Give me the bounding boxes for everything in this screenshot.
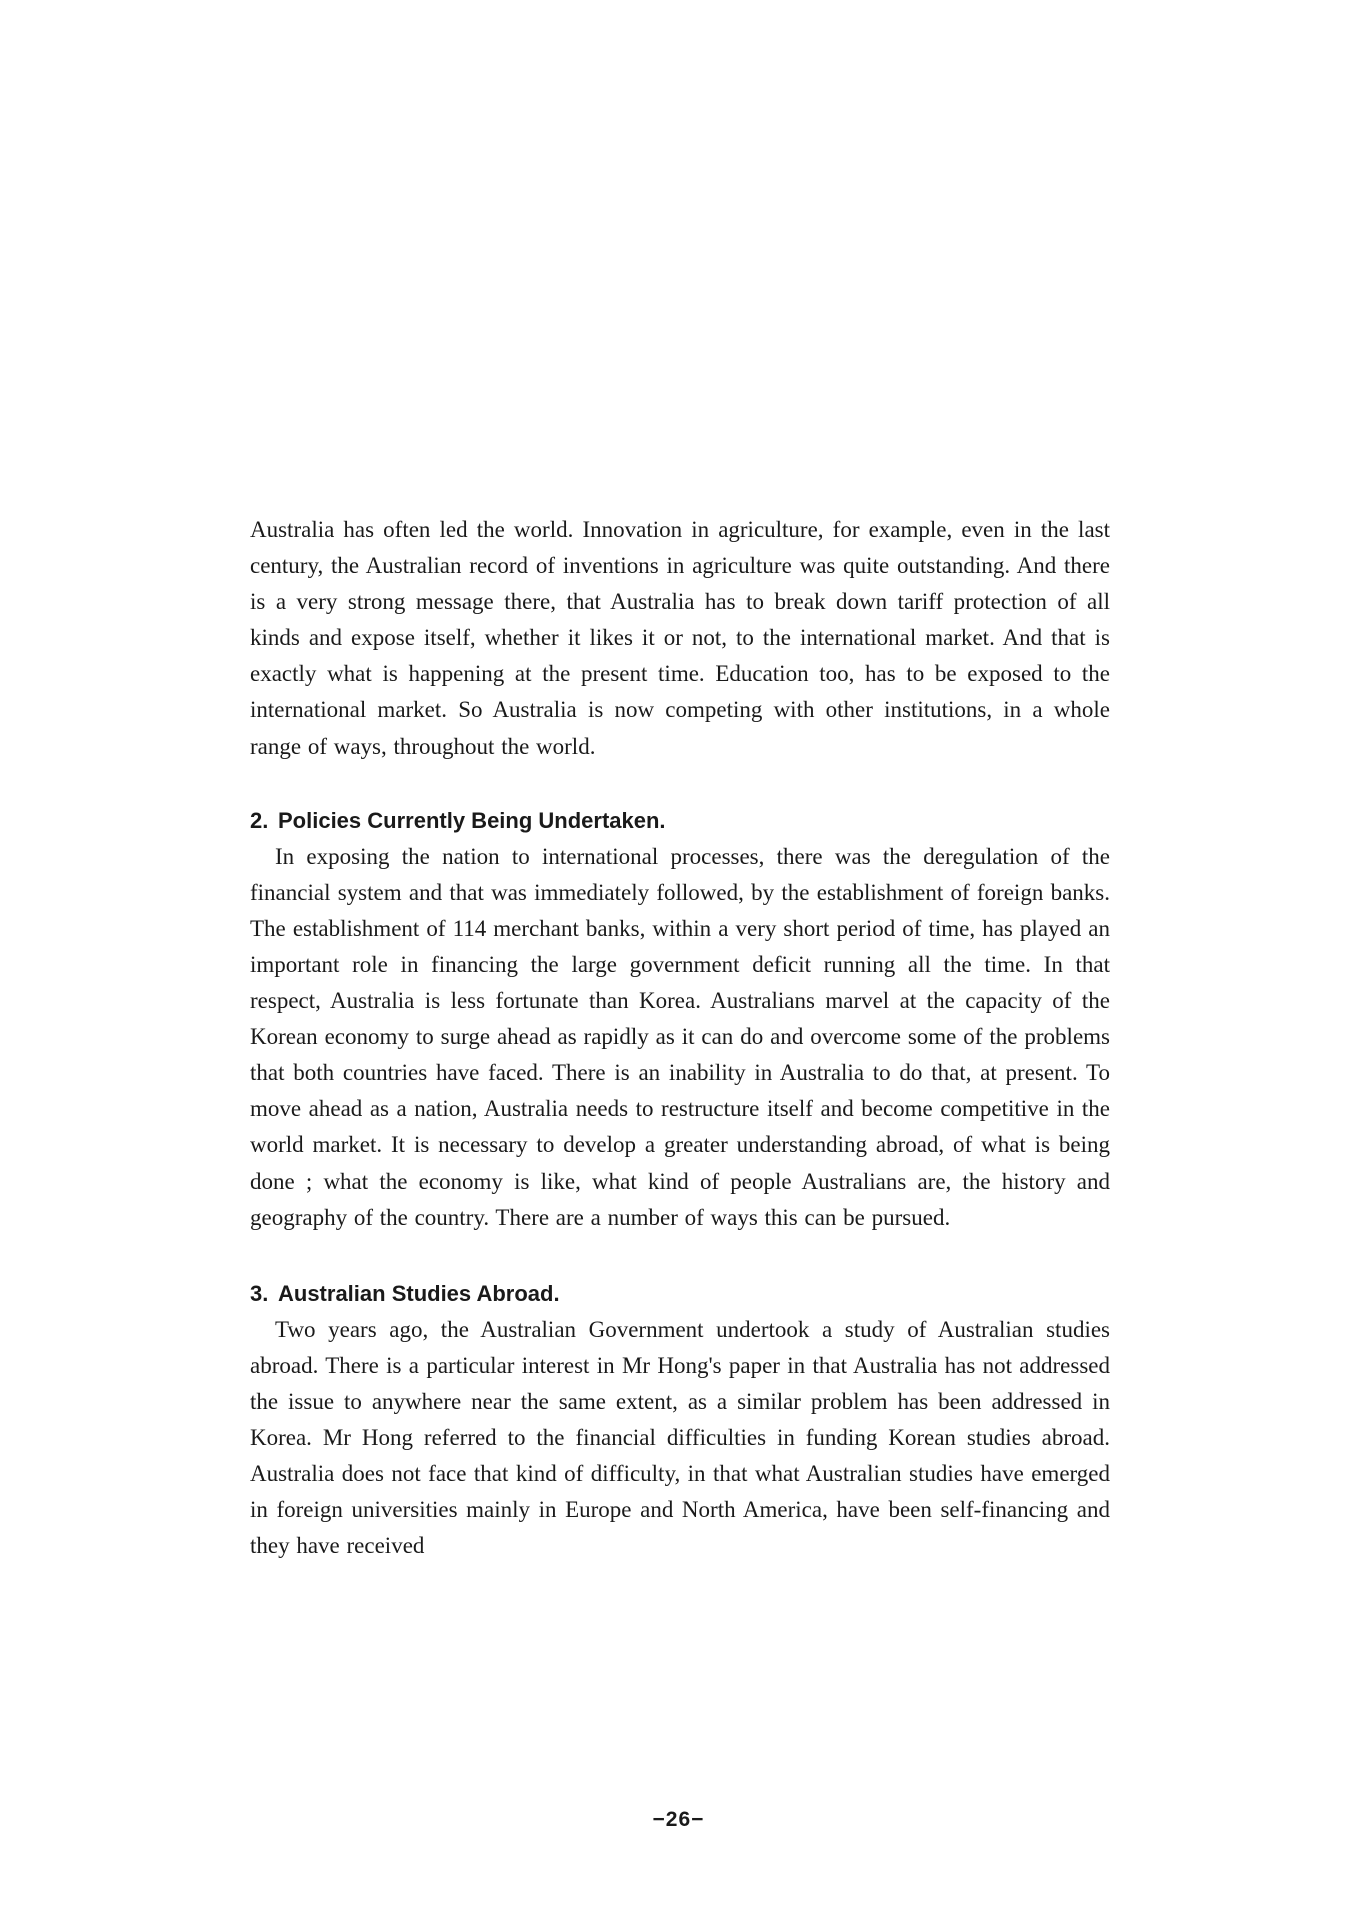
paragraph-australia-led-world: Australia has often led the world. Innovation in agriculture, for example, even in the last century, the Australian record of inventions in agriculture was quite outstanding. And there is a very strong message there, that Australia has to break down tariff protection of all kinds and expose itself, whether it likes it or not, to the international market. And that is exactly what is happening at the present time. Education too, has to be exposed to the international market. So Australia is now competing with other institutions, in a whole range of ways, throughout the world. <box>250 517 1110 759</box>
section-heading-policies <box>250 803 1110 839</box>
section-number: 3. <box>250 1280 269 1306</box>
paragraph-australian-studies: Two years ago, the Australian Government undertook a study of Australian studies abroad. There is a particular interest in Mr Hong's paper in that Australia has not addressed the issue to anywhere near the same extent, as a similar problem has been addressed in Korea. Mr Hong referred to the financial difficulties in funding Korean studies abroad. Australia does not face that kind of difficulty, in that what Australian studies have emerged in foreign universities mainly in Europe and North America, have been self-financing and they have received <box>250 1316 1110 1559</box>
page-content <box>250 512 1110 1564</box>
section-title: Australian Studies Abroad. <box>278 1280 560 1306</box>
page-number: −26− <box>652 1808 705 1831</box>
paragraph-policies: In exposing the nation to international processes, there was the deregulation of the financial system and that was immediately followed, by the establishment of foreign banks. The establishment of 114 merchant banks, within a very short period of time, has played an important role in financing the large government deficit running all the time. In that respect, Australia is less fortunate than Korea. Australians marvel at the capacity of the Korean economy to surge ahead as rapidly as it can do and overcome some of the problems that both countries have faced. There is an inability in Australia to do that, at present. To move ahead as a nation, Australia needs to restructure itself and become competitive in the world market. It is necessary to develop a greater understanding abroad, of what is being done ; what the economy is like, what kind of people Australians are, the history and geography of the country. There are a number of ways this can be pursued. <box>250 843 1110 1230</box>
section-heading-australian-studies <box>250 1276 1110 1312</box>
section-title: Policies Currently Being Undertaken. <box>278 807 666 833</box>
section-number: 2. <box>250 807 269 833</box>
